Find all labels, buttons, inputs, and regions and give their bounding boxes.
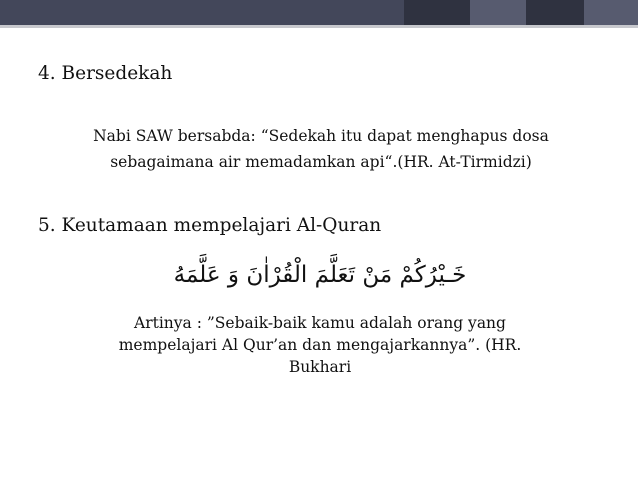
arabic-hadith-text: خَـيْرُكُمْ مَنْ تَعَلَّمَ الْقُرْاٰنَ وَ عَلَّمَهُ bbox=[173, 262, 467, 288]
section-4-heading: 4. Bersedekah bbox=[38, 63, 173, 84]
translation-line-3: Bukhari bbox=[288, 358, 352, 376]
top-bar-tab bbox=[470, 0, 526, 25]
hadith-quote bbox=[36, 123, 606, 175]
top-bar-accent-line bbox=[0, 25, 638, 28]
translation-line-1: Artinya : ”Sebaik-baik kamu adalah orang yang bbox=[134, 314, 506, 332]
top-bar-tab bbox=[526, 0, 584, 25]
hadith-translation bbox=[50, 312, 590, 378]
hadith-quote-line-1: Nabi SAW bersabda: “Sedekah itu dapat menghapus dosa bbox=[93, 127, 549, 145]
translation-line-2: mempelajari Al Qur’an dan mengajarkannya”. (HR. bbox=[118, 336, 522, 354]
top-bar-tab bbox=[584, 0, 638, 25]
hadith-quote-line-2: sebagaimana air memadamkan api“.(HR. At-Tirmidzi) bbox=[110, 153, 532, 171]
top-bar-tab bbox=[404, 0, 470, 25]
section-5-heading: 5. Keutamaan mempelajari Al-Quran bbox=[38, 215, 382, 236]
